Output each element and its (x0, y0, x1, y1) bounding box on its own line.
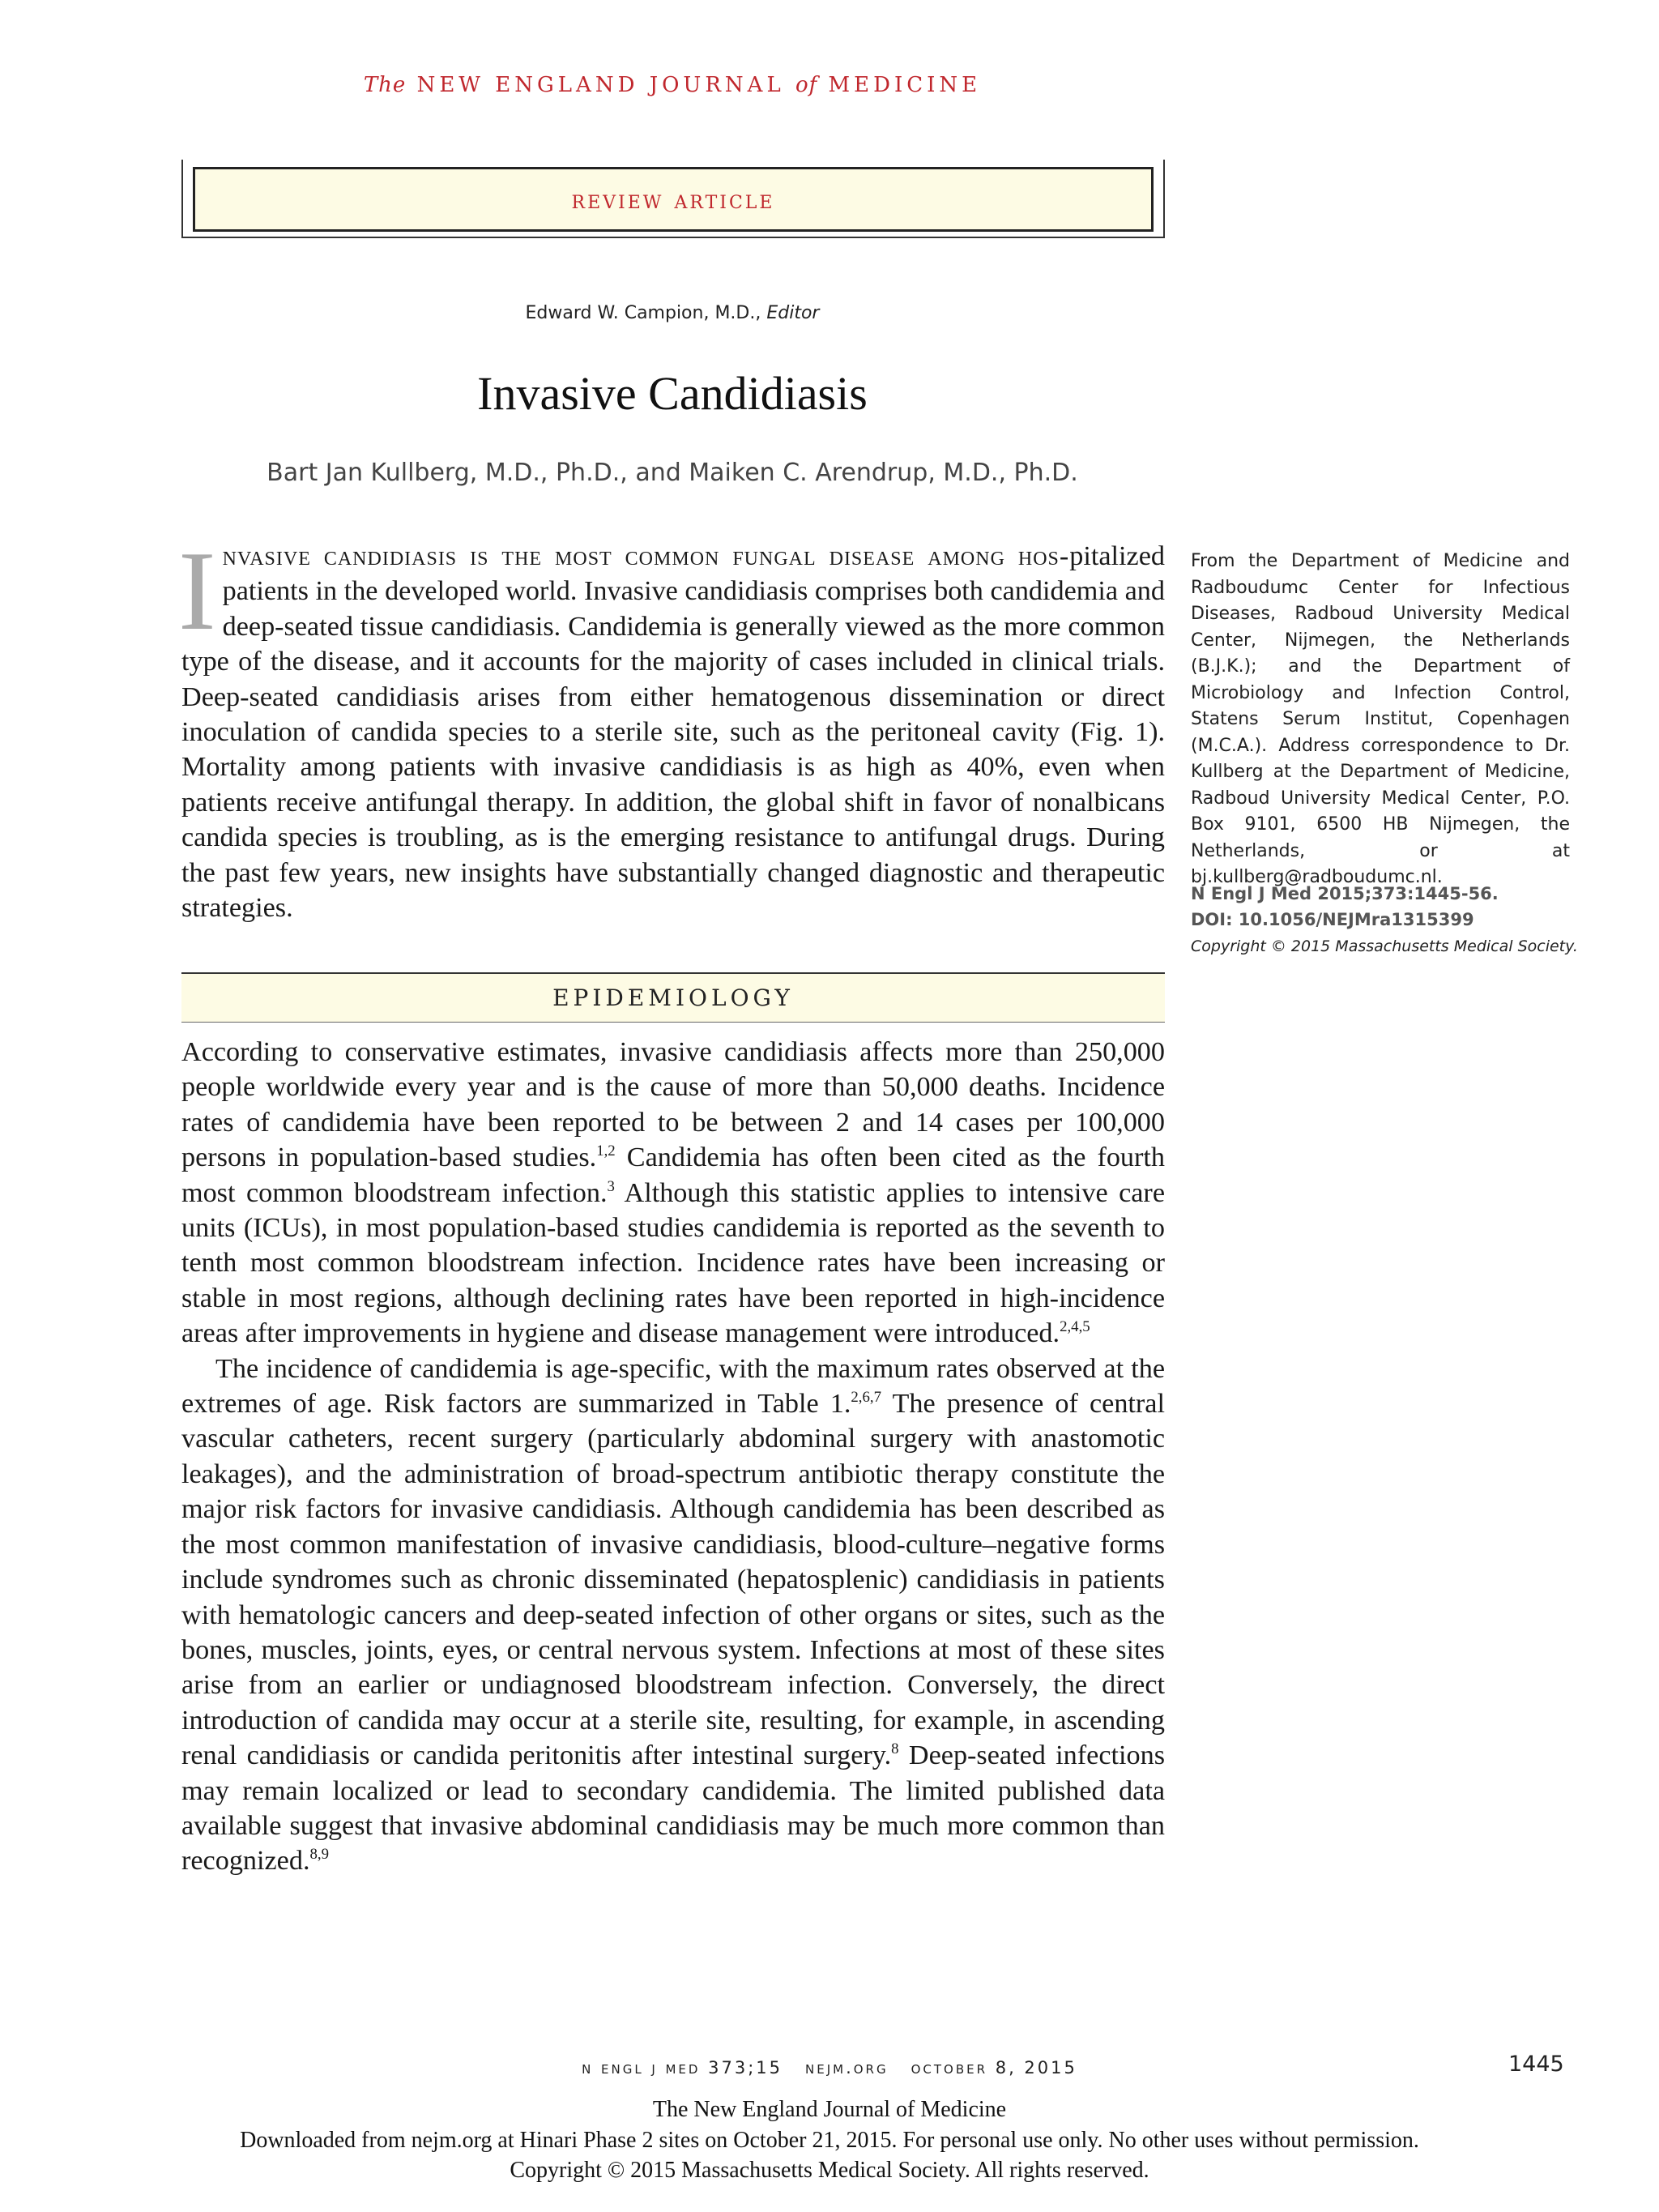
page-footer (0, 2058, 1659, 2077)
reference-superscript[interactable]: 8,9 (309, 1846, 330, 1864)
body-paragraph-2 (181, 1352, 1165, 1879)
body-text-span: The incidence of candidemia is age-specific, with the maximum rates observed at the extremes of age. Risk factors are summarized in Table 1. (181, 1353, 1165, 1420)
article-type-label: review article (571, 184, 775, 215)
page-number: 1445 (1508, 2052, 1564, 2077)
article-type-banner (193, 167, 1154, 232)
author-affiliation: From the Department of Medicine and Radboudumc Center for Infectious Diseases, Radboud University Medical Center, Nijmegen, the Netherlands (B.J.K.); and the Department of Microbiology and Infection Control, Statens Serum Institut, Copenhagen (M.C.A.). Address correspondence to Dr. Kullberg at the Department of Medicine, Radboud University Medical Center, P.O. Box 9101, 6500 HB Nijmegen, the Netherlands, or at bj.kullberg@radboudumc.nl. (1191, 551, 1570, 887)
drop-cap: I (178, 528, 216, 654)
reference-superscript[interactable]: 3 (607, 1177, 615, 1195)
body-text-span: Although this statistic applies to intensive care units (ICUs), in most population-based studies candidemia is reported as the seventh to tenth most common bloodstream infection. Incidence rates have been increasing or stable in most regions, although declining rates have been reported in high-incidence areas after improvements in hygiene and disease management were introduced. (181, 1177, 1165, 1349)
section-header (181, 972, 1165, 1023)
body-text (181, 1035, 1165, 1879)
reference-superscript[interactable]: 8 (891, 1740, 899, 1757)
body-text-span: According to conservative estimates, invasive candidiasis affects more than 250,000 people worldwide every year and is the cause of more than 50,000 deaths. Incidence rates of candidemia have been reported to be between 2 and 14 cases per 100,000 persons in population-based studies. (181, 1037, 1165, 1173)
body-paragraph-1 (181, 1035, 1165, 1352)
body-text-span: Deep-seated infections may remain localized or lead to secondary candidemia. The limited published data available suggest that invasive abdominal candidiasis may be much more common than recognized. (181, 1740, 1165, 1877)
intro-lead: nvasive candidiasis is the most common fungal disease among hos- (222, 541, 1070, 571)
running-header-the: The (363, 73, 407, 97)
editor-credit (0, 303, 1345, 323)
intro-text: pitalized patients in the developed world. Invasive candidiasis comprises both candidemia and deep-seated tissue candidiasis. Candidemia is generally viewed as the more common type of the disease, and it accounts for the majority of cases included in clinical trials. Deep-seated candidiasis arises from either hematogenous dissemination or direct inoculation of candida species to a sterile site, such as the peritoneal cavity (Fig. 1). Mortality among patients with invasive candidiasis is as high as 40%, even when patients receive antifungal therapy. In addition, the global shift in favor of nonalbicans candida species is troubling, as is the emerging resistance to antifungal drugs. During the past few years, new insights have substantially changed diagnostic and therapeutic strategies. (181, 541, 1165, 924)
body-text-span: The presence of central vascular catheters, recent surgery (particularly abdominal surgery with anastomotic leakages), and the administration of broad-spectrum antibiotic therapy constitute the major risk factors for invasive candidiasis. Although candidemia has been described as the most common manifestation of invasive candidiasis, blood-culture–negative forms include syndromes such as chronic disseminated (hepatosplenic) candidiasis in patients with hematologic cancers and deep-seated infection of other organs or sites, such as the bones, muscles, joints, eyes, or central nervous system. Infections at most of these sites arise from an earlier or undiagnosed bloodstream infection. Conversely, the direct introduction of candida may occur at a sterile site, resulting, for example, in ascending renal candidiasis or candida peritonitis after intestinal surgery. (181, 1389, 1165, 1771)
reference-superscript[interactable]: 2,4,5 (1060, 1318, 1090, 1336)
body-text-span: Candidemia has often been cited as the fourth most common bloodstream infection. (181, 1142, 1165, 1208)
article-title: Invasive Candidiasis (477, 367, 868, 420)
running-header-part1: NEW ENGLAND JOURNAL (416, 73, 785, 97)
editor-name: Edward W. Campion, M.D., (525, 303, 761, 323)
doi-link[interactable]: DOI: 10.1056/NEJMra1315399 (1191, 910, 1474, 929)
download-journal-name: The New England Journal of Medicine (652, 2097, 1007, 2122)
download-copyright: Copyright © 2015 Massachusetts Medical Society. All rights reserved. (510, 2158, 1149, 2183)
running-header-of: of (795, 73, 818, 97)
section-title: EPIDEMIOLOGY (552, 984, 794, 1011)
download-notice: Downloaded from nejm.org at Hinari Phase 2 sites on October 21, 2015. For personal use only. No other uses without permission. (240, 2128, 1419, 2153)
footer-date: october 8, 2015 (911, 2058, 1077, 2077)
reference-superscript[interactable]: 1,2 (596, 1142, 616, 1160)
intro-paragraph (178, 528, 1165, 925)
editor-role: Editor (766, 303, 820, 323)
running-header (0, 73, 1345, 97)
article-authors: Bart Jan Kullberg, M.D., Ph.D., and Maiken C. Arendrup, M.D., Ph.D. (267, 459, 1078, 487)
reference-superscript[interactable]: 2,6,7 (851, 1388, 881, 1406)
running-header-part2: MEDICINE (828, 73, 982, 97)
citation-ref: N Engl J Med 2015;373:1445-56. (1191, 884, 1499, 903)
citation-block (1191, 881, 1580, 933)
sidebar-copyright: Copyright © 2015 Massachusetts Medical Society. (1191, 937, 1578, 955)
footer-journal-ref: n engl j med 373;15 (582, 2058, 783, 2077)
footer-site[interactable]: nejm.org (805, 2058, 889, 2077)
